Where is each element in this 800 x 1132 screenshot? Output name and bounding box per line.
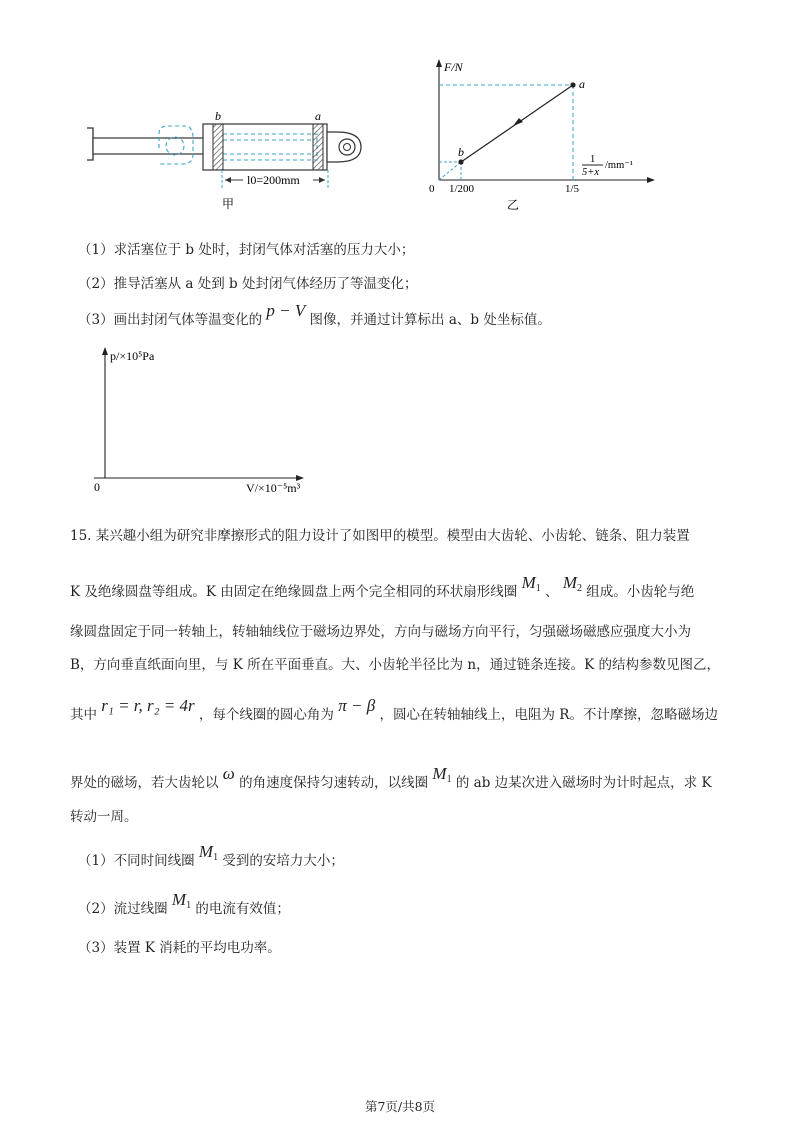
q15-line-4: B，方向垂直纸面向里，与 K 所在平面垂直。大、小齿轮半径比为 n，通过链条连接。K 的结构参数见图乙， [70,657,720,673]
q15-part-1: （1）不同时间线圈 $M_1$ 受到的安培力大小； [78,842,344,869]
tick-1-200: 1/200 [449,183,475,195]
caption-jia: 甲 [222,197,235,211]
point-b [458,159,463,164]
origin-label: 0 [429,183,435,195]
q14-part-2: （2）推导活塞从 a 处到 b 处封闭气体经历了等温变化； [78,276,418,292]
x-label-unit: /mm⁻¹ [605,160,633,171]
pv-y-label: p/×10⁵Pa [110,349,155,363]
figure-jia [85,108,375,220]
point-a [570,82,575,87]
x-label-num: 1 [590,154,596,165]
q15-line-3: 缘圆盘固定于同一转轴上，转轴轴线位于磁场边界处，方向与磁场方向平行，匀强磁场磁感应强度大小为 [70,624,691,640]
q15-line-7: 转动一周。 [70,809,138,825]
rod-end [87,128,93,160]
y-axis-label: F/N [444,60,463,74]
omega-math: ω [222,764,235,783]
pv-x-label: V/×10⁻⁵m³ [246,481,301,495]
q14-part-1: （1）求活塞位于 b 处时，封闭气体对活塞的压力大小； [78,242,415,258]
piston-b [213,124,223,170]
q15-line-2: K 及绝缘圆盘等组成。K 由固定在绝缘圆盘上两个完全相同的环状扇形线圈 $M_1$ 、 $M_2$ 组成。小齿轮与绝 [70,573,695,600]
point-b-label: b [458,145,464,159]
pv-origin: 0 [94,480,100,494]
pv-math: p − V [266,301,306,320]
page-footer: 第7页/共8页 [364,1099,436,1114]
point-a-label: a [579,77,585,91]
tick-1-5: 1/5 [565,183,580,195]
label-a: a [315,109,321,123]
q15-line-5: 其中 r₁ = r, r₂ = 4r ，每个线圈的圆心角为 π − β ，圆心在转轴轴线上，电阻为 R。不计摩擦，忽略磁场边 [70,696,718,723]
q15-part-3: （3）装置 K 消耗的平均电功率。 [78,940,281,956]
angle-math: π − β [338,696,376,715]
q15-part-2: （2）流过线圈 $M_1$ 的电流有效值； [78,890,290,917]
q15-line-1: 15. 某兴趣小组为研究非摩擦形式的阻力设计了如图甲的模型。模型由大齿轮、小齿轮、链条、阻力装置 [70,528,690,544]
caption-yi: 乙 [507,198,520,212]
pv-chart [86,342,316,498]
length-label: l0=200mm [247,173,300,187]
q14-part-3: （3）画出封闭气体等温变化的 p − V 图像，并通过计算标出 a、b 处坐标值。 [78,301,551,328]
end-a [313,124,323,170]
radius-math: r₁ = r, r₂ = 4r [101,696,195,715]
piston-rod [93,138,213,154]
label-b: b [215,109,221,123]
figure-yi [425,55,670,215]
q15-line-6: 界处的磁场，若大齿轮以 ω 的角速度保持匀速转动，以线圈 $M_1$ 的 ab 边某次进入磁场时为计时起点，求 K [70,764,712,791]
x-label-den: 5+x [582,167,599,178]
